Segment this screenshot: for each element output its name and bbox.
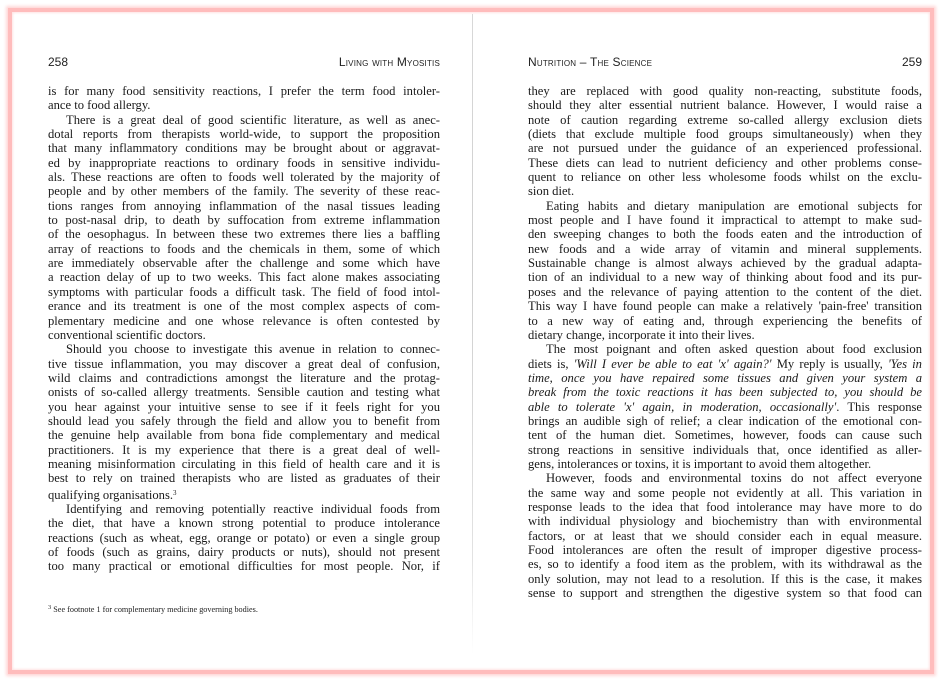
italic-quote: 'Yes in: [887, 356, 922, 371]
line-text: you hear against your intuitive sense to see if it feels right for you: [48, 399, 440, 414]
line-text: that many inflammatory conditions may be brought about or aggravat-: [48, 141, 440, 156]
line-text: es, so to identify a food item as the problem, with its withdrawal as the: [528, 557, 922, 572]
line-text: they are replaced with good quality non-reacting, substitute foods,: [528, 84, 922, 98]
text-line: [528, 342, 922, 356]
line-text: tive tissue inflammation, you may discover a great deal of confusion,: [48, 356, 440, 371]
line-text: This way I have found people can make a relatively 'pain-free' transition: [528, 299, 922, 314]
paragraph: [528, 471, 922, 600]
line-text: onists of so-called allergy treatments. Sensible caution and testing what: [48, 385, 440, 400]
text-line: [528, 328, 922, 342]
italic-quote: break from the toxic reactions it has been subjected to, you should be: [528, 385, 922, 400]
line-text: There is a great deal of good scientific literature, as well as anec-: [66, 112, 440, 127]
line-text: sense to support and strengthen the digestive system so that food can: [528, 586, 922, 601]
text-line: [48, 531, 440, 545]
running-head: Nutrition – The Science: [528, 55, 653, 69]
text-line: [48, 328, 440, 342]
right-page-header: [528, 55, 922, 71]
text-line: [528, 156, 922, 170]
text-line: [48, 428, 440, 442]
text-line: [528, 141, 922, 155]
line-text: meaning misinformation circulating in this field of health care and it is: [48, 456, 440, 471]
text-line: [528, 184, 922, 198]
line-text: My reply is usually,: [771, 356, 888, 371]
text-line: [48, 98, 440, 112]
line-text: Eating habits and dietary manipulation are emotional subjects for: [546, 198, 922, 213]
text-line: [528, 385, 922, 399]
paragraph: [528, 199, 922, 342]
text-line: [48, 213, 440, 227]
line-text: to a new way of eating and, through experiencing the benefits of: [528, 313, 922, 328]
text-line: [48, 502, 440, 516]
text-line: [528, 529, 922, 543]
line-text: to post-nasal drip, to death by suffocation from extreme inflammation: [48, 213, 440, 228]
text-line: [528, 586, 922, 600]
line-text: array of reactions to foods and the chemicals in them, some of which: [48, 241, 440, 256]
text-line: [48, 141, 440, 155]
italic-quote: able to tolerate 'x' again, in moderation, occasionally': [528, 399, 837, 414]
line-text: of foods (such as grains, dairy products or nuts), should not present: [48, 545, 440, 559]
line-text: factors, or at least that we should consider each in equal measure.: [528, 528, 922, 543]
right-page-body: [528, 84, 922, 600]
line-text: reactions (such as wheat, egg, orange or potato) or even a single group: [48, 530, 440, 545]
line-text: Food intolerances are often the result of improper digestive process-: [528, 543, 922, 557]
text-line: [528, 400, 922, 414]
line-text: too many practical or emotional difficulties for most people. Nor, if: [48, 559, 440, 574]
paragraph: [48, 502, 440, 574]
text-line: [48, 170, 440, 184]
text-line: [528, 113, 922, 127]
line-text: The most poignant and often asked question about food exclusion: [546, 342, 922, 357]
line-text: are not pursued under the guidance of an experienced professional.: [528, 141, 922, 156]
line-text: diets is,: [528, 356, 574, 371]
text-line: [48, 471, 440, 485]
text-line: [48, 385, 440, 399]
line-text: sion diet.: [528, 184, 575, 199]
line-text: the genuine help available from bona fide complementary and medical: [48, 428, 440, 443]
line-text: symptoms with particular foods a difficult task. The field of food intol-: [48, 284, 440, 299]
line-text: Sustainable change is almost always achieved by the gradual adapta-: [528, 256, 922, 271]
text-line: [528, 199, 922, 213]
line-text: is for many food sensitivity reactions, I prefer the term food intoler-: [48, 84, 440, 98]
line-text: response leads to the idea that food intolerance may have more to do: [528, 499, 922, 514]
text-line: [48, 357, 440, 371]
italic-quote: 'Will I ever be able to eat 'x' again?': [573, 356, 772, 371]
book-gutter: [472, 14, 473, 654]
text-line: [48, 256, 440, 270]
line-text: tion of an individual to a new way of thinking about food and its pur-: [528, 270, 922, 285]
text-line: [48, 184, 440, 198]
paragraph: [528, 342, 922, 471]
text-line: [48, 285, 440, 299]
italic-quote: time, once you have repaired some tissues and given your system a: [528, 370, 922, 385]
text-line: [528, 256, 922, 270]
line-text: note of caution regarding extreme so-called allergy exclusion diets: [528, 112, 922, 127]
text-line: [528, 285, 922, 299]
footnote: [48, 604, 258, 614]
text-line: [48, 414, 440, 428]
line-text: people and by other members of the family. The severity of these reac-: [48, 184, 440, 199]
line-text: dietary change, incorporate it into their lives.: [528, 327, 755, 342]
text-line: [48, 84, 440, 98]
page-number: 259: [901, 55, 922, 69]
footnote-reference: 3: [173, 488, 177, 497]
line-text: best to rely on trained therapists who are listed as graduates of their: [48, 471, 440, 486]
text-line: [48, 443, 440, 457]
line-text: These diets can lead to nutrient deficiency and other problems conse-: [528, 155, 922, 170]
line-text: poses and the relevance of paying attention to the content of the diet.: [528, 284, 922, 299]
line-text: ance to food allergy.: [48, 98, 151, 113]
text-line: [528, 500, 922, 514]
line-text: ed by inappropriate reactions to ordinary foods in sensitive individu-: [48, 155, 440, 170]
paragraph: [48, 342, 440, 502]
left-page-body: [48, 84, 440, 574]
text-line: [48, 299, 440, 313]
text-line: [528, 557, 922, 571]
text-line: [528, 471, 922, 485]
running-head: Living with Myositis: [338, 55, 440, 69]
text-line: [528, 572, 922, 586]
text-line: [528, 457, 922, 471]
line-text: Should you choose to investigate this avenue in relation to connec-: [66, 342, 440, 357]
text-line: [528, 486, 922, 500]
line-text: wild claims and contradictions amongst the literature and the protag-: [48, 370, 440, 385]
text-line: [48, 242, 440, 256]
line-text: conventional scientific doctors.: [48, 327, 206, 342]
text-line: [48, 270, 440, 284]
text-line: [528, 299, 922, 313]
paragraph: [528, 84, 922, 199]
text-line: [528, 357, 922, 371]
left-page-header: [48, 55, 440, 71]
text-line: [48, 516, 440, 530]
text-line: [528, 414, 922, 428]
text-line: [48, 545, 440, 559]
text-line: [528, 270, 922, 284]
line-text: gens, intolerances or toxins, it is important to avoid them altogether.: [528, 456, 872, 471]
paragraph: [48, 84, 440, 113]
line-text: only solution, may not lead to a resolution. If this is the case, it makes: [528, 571, 922, 586]
text-line: [528, 227, 922, 241]
text-line: [48, 457, 440, 471]
line-text: the diet, that have a known strong potential to produce intolerance: [48, 516, 440, 531]
text-line: [528, 98, 922, 112]
line-text: den sweeping changes to both the foods eaten and the introduction of: [528, 227, 922, 242]
line-text: als. These reactions are often to foods well tolerated by the majority of: [48, 170, 440, 185]
text-line: [48, 127, 440, 141]
text-line: [528, 443, 922, 457]
line-text: tions ranges from annoying inflammation of the nasal tissues leading: [48, 198, 440, 213]
footnote-marker: 3: [48, 604, 52, 611]
text-line: [48, 486, 440, 502]
line-text: qualifying organisations.: [48, 487, 173, 502]
text-line: [48, 371, 440, 385]
text-line: [48, 342, 440, 356]
text-line: [48, 156, 440, 170]
page-number: 258: [48, 55, 69, 69]
line-text: with individual physiology and biochemistry than with environmental: [528, 514, 922, 529]
text-line: [528, 127, 922, 141]
line-text: brings an audible sigh of relief; a clear indication of the emotional con-: [528, 413, 922, 428]
line-text: . This response: [836, 399, 922, 414]
text-line: [528, 371, 922, 385]
text-line: [528, 314, 922, 328]
line-text: new foods and a wide array of vitamin and mineral supplements.: [528, 241, 922, 256]
text-line: [528, 170, 922, 184]
line-text: should lead you safely through the field and allow you to benefit from: [48, 413, 440, 428]
line-text: dotal reports from therapists world-wide, to support the proposition: [48, 127, 440, 142]
line-text: strong reactions in sensitive individuals that, once identified as aller-: [528, 442, 922, 457]
text-line: [528, 514, 922, 528]
line-text: (diets that exclude multiple food groups simultaneously) when they: [528, 127, 922, 142]
text-line: [528, 428, 922, 442]
line-text: a reaction delay of up to two weeks. This fact alone makes associating: [48, 270, 440, 285]
line-text: most people and I have found it impractical to attempt to make sud-: [528, 213, 922, 228]
text-line: [48, 400, 440, 414]
line-text: Identifying and removing potentially reactive individual foods from: [66, 501, 440, 516]
line-text: of the oesophagus. In between these two extremes there lies a baffling: [48, 227, 440, 242]
line-text: practitioners. It is my experience that there is a great deal of well-: [48, 442, 440, 457]
paragraph: [48, 113, 440, 343]
line-text: erance and its treatment is one of the most complex aspects of com-: [48, 299, 440, 314]
line-text: are immediately observable after the challenge and some which have: [48, 256, 440, 271]
text-line: [48, 314, 440, 328]
line-text: tent of the human diet. Sometimes, however, foods can cause such: [528, 428, 922, 443]
text-line: [48, 199, 440, 213]
text-line: [528, 543, 922, 557]
text-line: [48, 559, 440, 573]
line-text: plementary medicine and one whose relevance is often contested by: [48, 313, 440, 328]
footnote-text: See footnote 1 for complementary medicine governing bodies.: [53, 605, 258, 614]
text-line: [528, 213, 922, 227]
text-line: [528, 242, 922, 256]
text-line: [528, 84, 922, 98]
line-text: the same way and some people not evidently at all. This variation in: [528, 485, 922, 500]
line-text: quent to reliance on other less wholesome foods whilst on the exclu-: [528, 170, 922, 185]
text-line: [48, 113, 440, 127]
line-text: should they alter essential nutrient balance. However, I would raise a: [528, 98, 922, 113]
text-line: [48, 227, 440, 241]
line-text: However, foods and environmental toxins do not affect everyone: [546, 471, 922, 486]
